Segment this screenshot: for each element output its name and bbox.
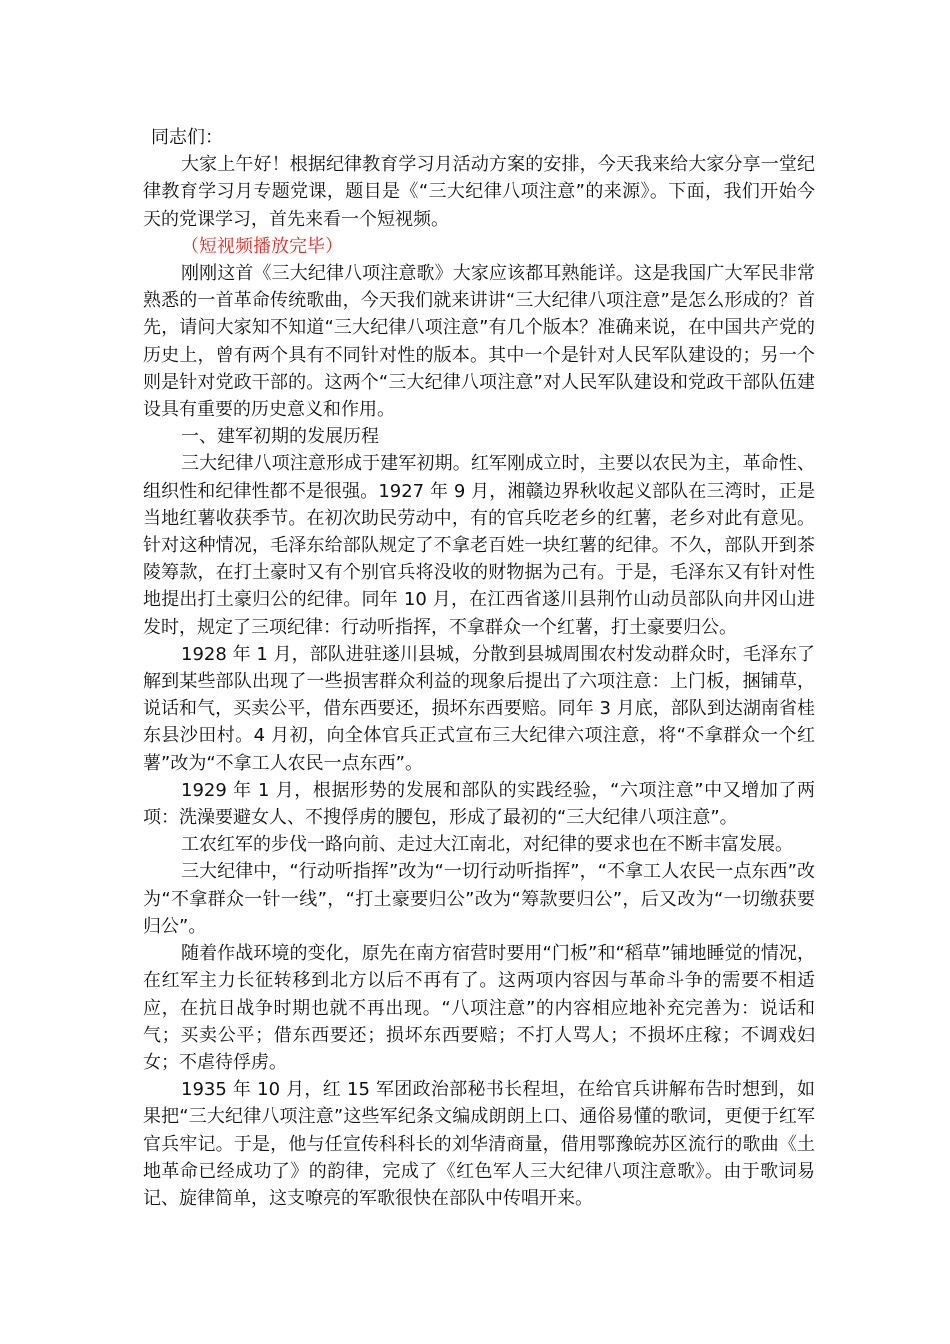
body-paragraph: 刚刚这首《三大纪律八项注意歌》大家应该都耳熟能详。这是我国广大军民非常熟悉的一首革命传统歌曲，今天我们就来讲讲“三大纪律八项注意”是怎么形成的？首先，请问大家知不知道“三大纪律八项注意”有几个版本？准确来说，在中国共产党的历史上，曾有两个具有不同针对性的版本。其中一个是针对人民军队建设的；另一个则是针对党政干部的。这两个“三大纪律八项注意”对人民军队建设和党政干部队伍建设具有重要的历史意义和作用。 (143, 263, 815, 421)
body-paragraph: 随着作战环境的变化，原先在南方宿营时要用“门板”和“稻草”铺地睡觉的情况，在红军主力长征转移到北方以后不再有了。这两项内容因与革命斗争的需要不相适应，在抗日战争时期也就不再出现。“八项注意”的内容相应地补充完善为：说话和气；买卖公平；借东西要还；损坏东西要赔；不打人骂人；不损坏庄稼；不调戏妇女；不虐待俘虏。 (143, 943, 815, 1073)
intro-paragraph: 大家上午好！根据纪律教育学习月活动方案的安排，今天我来给大家分享一堂纪律教育学习月专题党课，题目是《“三大纪律八项注意”的来源》。下面，我们开始今天的党课学习，首先来看一个短视频。 (143, 154, 815, 230)
body-paragraph: 三大纪律八项注意形成于建军初期。红军刚成立时，主要以农民为主，革命性、组织性和纪律性都不是很强。1927 年 9 月，湘赣边界秋收起义部队在三湾时，正是当地红薯收获季节。在初次助民劳动中，有的官兵吃老乡的红薯，老乡对此有意见。针对这种情况，毛泽东给部队规定了不拿老百姓一块红薯的纪律。不久，部队开到茶陵筹款，在打土豪时又有个别官兵将没收的财物据为己有。于是，毛泽东又有针对性地提出打土豪归公的纪律。同年 10 月，在江西省遂川县荆竹山动员部队向井冈山进发时，规定了三项纪律：行动听指挥，不拿群众一个红薯，打土豪要归公。 (143, 453, 815, 638)
body-paragraph: 1935 年 10 月，红 15 军团政治部秘书长程坦，在给官兵讲解布告时想到，如果把“三大纪律八项注意”这些军纪条文编成朗朗上口、通俗易懂的歌词，更便于红军官兵牢记。于是，他与任宣传科科长的刘华清商量，借用鄂豫皖苏区流行的歌曲《土地革命已经成功了》的韵律，完成了《红色军人三大纪律八项注意歌》。由于歌词易记、旋律简单，这支嘹亮的军歌很快在部队中传唱开来。 (143, 1079, 815, 1209)
salutation: 同志们： (151, 127, 223, 148)
body-paragraph: 1929 年 1 月，根据形势的发展和部队的实践经验，“六项注意”中又增加了两项：洗澡要避女人、不搜俘虏的腰包，形成了最初的“三大纪律八项注意”。 (143, 779, 815, 829)
body-paragraph: 1928 年 1 月，部队进驻遂川县城，分散到县城周围农村发动群众时，毛泽东了解到某些部队出现了一些损害群众利益的现象后提出了六项注意：上门板，捆铺草，说话和气，买卖公平，借东西要还，损坏东西要赔。同年 3 月底，部队到达湖南省桂东县沙田村。4 月初，向全体官兵正式宣布三大纪律六项注意，将“不拿群众一个红薯”改为“不拿工人农民一点东西”。 (143, 643, 815, 774)
body-paragraph: 三大纪律中，“行动听指挥”改为“一切行动听指挥”，“不拿工人农民一点东西”改为“不拿群众一针一线”，“打土豪要归公”改为“筹款要归公”，后又改为“一切缴获要归公”。 (143, 861, 815, 937)
section-heading: 一、建军初期的发展历程 (181, 426, 379, 448)
document-page (143, 124, 815, 1212)
body-paragraph: 工农红军的步伐一路向前、走过大江南北，对纪律的要求也在不断丰富发展。 (181, 834, 793, 856)
video-note: （短视频播放完毕） (181, 235, 343, 257)
